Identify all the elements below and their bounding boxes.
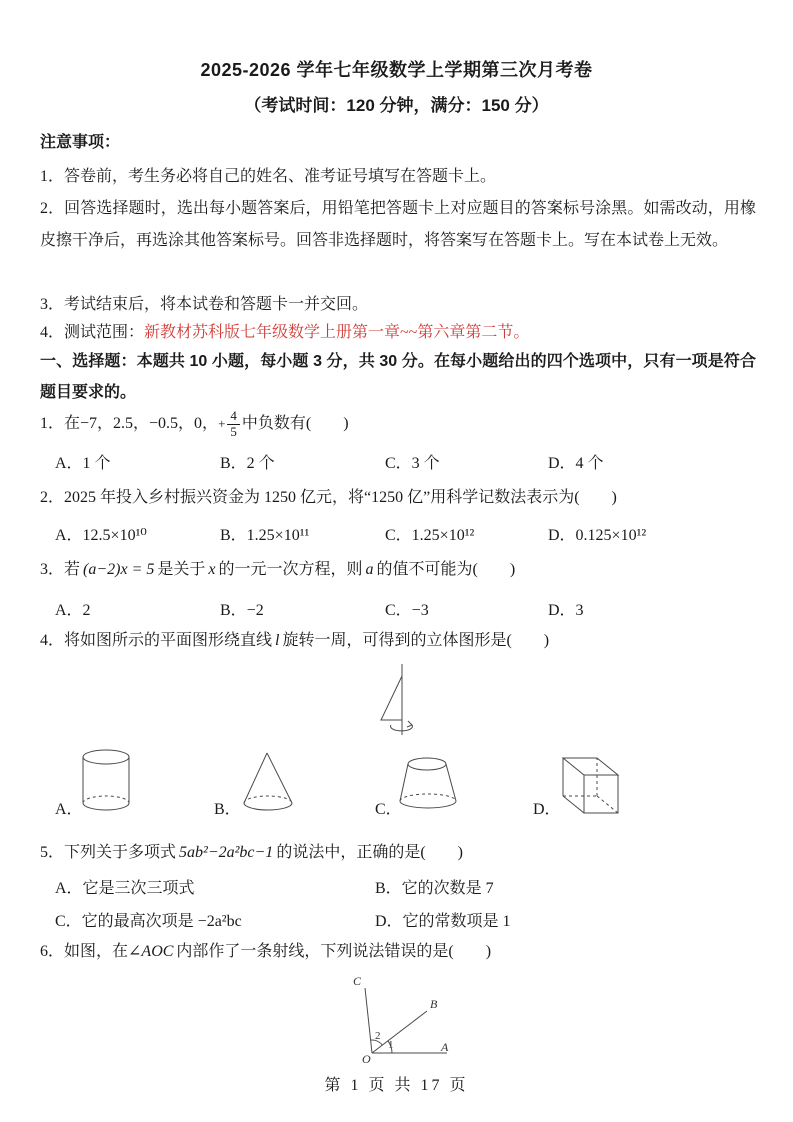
question-5-options-row-1 — [40, 875, 756, 898]
q3-stem-part6: 的值不可能为( ) — [376, 561, 516, 578]
q1-stem-suffix: 中负数有( ) — [241, 415, 349, 432]
q1-option-c: C．3 个 — [385, 455, 440, 472]
notice-item-2: 2．回答选择题时，选出每小题答案后，用铅笔把答题卡上对应题目的答案标号涂黑。如需改动，用橡皮擦干净后，再选涂其他答案标号。回答非选择题时，将答案写在答题卡上。写在本试卷上无效。 — [40, 200, 756, 249]
q3-var-x: x — [208, 561, 216, 578]
cylinder-top — [83, 750, 129, 764]
q2-option-b: B．1.25×10¹¹ — [220, 527, 310, 544]
q5-stem-part0: 5．下列关于多项式 — [40, 844, 177, 861]
q5-option-d: D．它的常数项是 1 — [375, 913, 511, 930]
question-5-stem — [40, 842, 756, 864]
q3-option-c: C．−3 — [385, 602, 429, 619]
question-6-stem — [40, 941, 756, 963]
q6-angle-aoc: AOC — [141, 943, 174, 960]
ray-oc — [365, 988, 372, 1053]
q4-stem-part2: 旋转一周，可得到的立体图形是( ) — [282, 632, 550, 649]
cuboid-top-face — [563, 758, 618, 775]
q6-stem-part0: 6．如图，在∠ — [40, 943, 142, 960]
notice-item-3: 3．考试结束后，将本试卷和答题卡一并交回。 — [40, 296, 369, 313]
q5-stem-part2: 的说法中，正确的是( ) — [276, 844, 463, 861]
q4-option-a-label: A． — [55, 801, 83, 818]
rotation-arrowhead — [407, 721, 412, 727]
fraction-numerator: 4 — [227, 409, 240, 425]
fraction-denominator: 5 — [230, 423, 237, 439]
cuboid-front-face — [584, 775, 618, 813]
frustum-top — [408, 758, 446, 770]
question-1-options — [40, 450, 756, 473]
q3-equation: (a−2)x = 5 — [83, 561, 155, 578]
q1-fraction-sign: + — [218, 416, 226, 431]
point-a-label: A — [441, 1040, 449, 1054]
frustum-figure — [398, 750, 462, 810]
q3-var-a: a — [365, 561, 374, 578]
exam-time-score-info: （考试时间：120 分钟，满分：150 分） — [244, 96, 549, 115]
point-b-label: B — [430, 997, 438, 1011]
right-triangle — [381, 676, 402, 720]
cylinder-bottom-hidden — [83, 796, 129, 803]
section-one-heading: 一、选择题：本题共 10 小题，每小题 3 分，共 30 分。在每小题给出的四个选项中，只有一项是符合题目要求的。 — [40, 353, 756, 401]
angle-2-label: 2 — [375, 1030, 381, 1042]
question-3-options — [40, 597, 756, 620]
q1-stem-prefix: 1．在−7，2.5，−0.5，0， — [40, 415, 219, 432]
q3-stem-part0: 3．若 — [40, 561, 81, 578]
fraction-four-fifths — [227, 409, 240, 440]
cylinder-bottom-front — [83, 803, 129, 810]
q5-option-c: C．它的最高次项是 −2a²bc — [55, 913, 242, 930]
q5-option-b: B．它的次数是 7 — [375, 880, 494, 897]
frustum-bottom-hidden — [400, 794, 456, 801]
question-2-options — [40, 522, 756, 545]
notice-heading: 注意事项： — [40, 134, 121, 151]
q3-option-a: A．2 — [55, 602, 91, 619]
cone-figure — [240, 745, 300, 811]
q3-option-d: D．3 — [548, 602, 584, 619]
cone-base-hidden — [244, 796, 292, 803]
q5-option-a: A．它是三次三项式 — [55, 880, 195, 897]
q1-option-b: B．2 个 — [220, 455, 275, 472]
q2-option-d: D．0.125×10¹² — [548, 527, 647, 544]
q1-option-d: D．4 个 — [548, 455, 604, 472]
notice-item-1: 1．答卷前，考生务必将自己的姓名、准考证号填写在答题卡上。 — [40, 168, 497, 185]
q1-option-a: A．1 个 — [55, 455, 111, 472]
q6-stem-part2: 内部作了一条射线，下列说法错误的是( ) — [176, 943, 492, 960]
q2-option-c: C．1.25×10¹² — [385, 527, 475, 544]
question-3-stem — [40, 559, 756, 581]
cuboid-hidden-edge-3 — [597, 796, 618, 813]
page-title: 2025-2026 学年七年级数学上学期第三次月考卷 — [200, 60, 593, 80]
q4-option-d-label: D． — [533, 801, 561, 818]
cylinder-figure — [78, 745, 134, 811]
q2-option-a: A．12.5×10¹⁰ — [55, 527, 147, 544]
q4-stem-part0: 4．将如图所示的平面图形绕直线 — [40, 632, 273, 649]
q4-option-c-label: C． — [375, 801, 402, 818]
notice-item-4 — [40, 317, 756, 349]
cuboid-figure — [554, 752, 622, 816]
test-scope-text: 新教材苏科版七年级数学上册第一章~~第六章第二节。 — [144, 324, 530, 341]
q3-option-b: B．−2 — [220, 602, 264, 619]
angle-aoc-figure — [336, 972, 456, 1064]
rotation-axis-triangle-figure — [340, 656, 460, 746]
q4-line-l: l — [275, 632, 280, 649]
point-c-label: C — [353, 974, 362, 988]
q3-stem-part4: 的一元一次方程，则 — [218, 561, 363, 578]
q4-option-b-label: B． — [214, 801, 241, 818]
angle-1-label: 1 — [388, 1039, 394, 1051]
q5-polynomial: 5ab²−2a²bc−1 — [179, 844, 274, 861]
notice-item-4-label: 4．测试范围： — [40, 324, 145, 341]
question-4-stem — [40, 630, 756, 652]
q3-stem-part2: 是关于 — [157, 561, 206, 578]
question-2-stem: 2．2025 年投入乡村振兴资金为 1250 亿元，将“1250 亿”用科学记数法表示为( ) — [40, 489, 617, 506]
vertex-o-label: O — [362, 1052, 371, 1064]
frustum-bottom-front — [400, 801, 456, 808]
question-1-stem — [40, 402, 756, 446]
page-footer: 第 1 页 共 17 页 — [324, 1077, 469, 1094]
question-5-options-row-2 — [40, 908, 756, 931]
cone-base-front — [244, 803, 292, 810]
